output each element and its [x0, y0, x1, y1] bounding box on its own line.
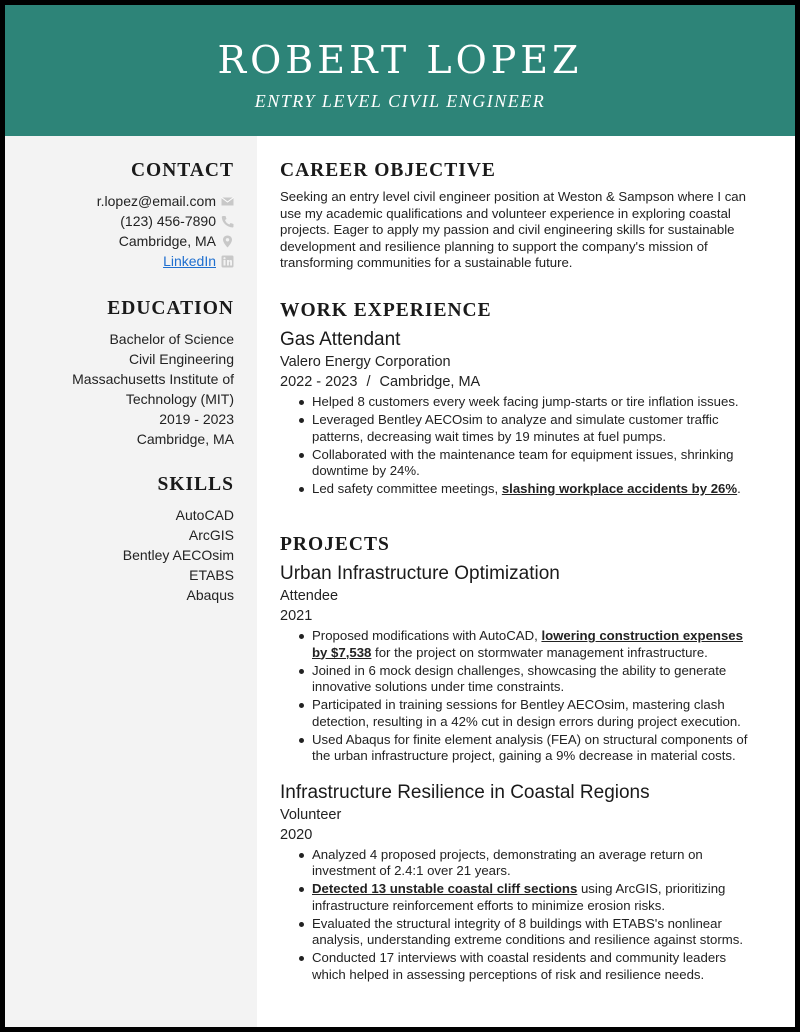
bullet-text: . [737, 481, 741, 496]
contact-phone [5, 211, 234, 231]
skill-item: Abaqus [186, 587, 234, 603]
bullet-text: using ArcGIS, prioritizing infrastructure reinforcement efforts to minimize erosion risks. [312, 881, 726, 913]
skill-item: Bentley AECOsim [122, 547, 234, 563]
contact-section [5, 160, 234, 271]
job-bullets [299, 394, 750, 498]
candidate-name: ROBERT LOPEZ [217, 38, 583, 82]
skill-item: ArcGIS [188, 527, 234, 543]
job-title: Gas Attendant [280, 329, 401, 350]
education-dates: 2019 - 2023 [159, 411, 234, 427]
skill-item: ETABS [189, 567, 234, 583]
project-bullets [299, 628, 750, 765]
location-text: Cambridge, MA [118, 233, 216, 249]
education-degree: Bachelor of Science [109, 331, 234, 347]
projects-section [280, 534, 750, 985]
sidebar [5, 136, 257, 1027]
objective-heading: CAREER OBJECTIVE [280, 160, 496, 181]
resume-header [5, 5, 795, 136]
candidate-title: ENTRY LEVEL CIVIL ENGINEER [254, 91, 546, 111]
work-section [280, 300, 750, 499]
list-item: Analyzed 4 proposed projects, demonstrating an average return on investment of 2.4:1 over 21 years. [299, 847, 750, 880]
project-title: Urban Infrastructure Optimization [280, 563, 560, 584]
list-item: Helped 8 customers every week facing jump-starts or tire inflation issues. [299, 394, 750, 411]
contact-linkedin [5, 251, 234, 271]
education-section [5, 298, 234, 449]
phone-icon [221, 215, 234, 228]
education-heading: EDUCATION [107, 298, 234, 319]
education-school-line1: Massachusetts Institute of [72, 371, 234, 387]
list-item: Evaluated the structural integrity of 8 buildings with ETABS's nonlinear analysis, understanding extreme conditions and resilience against storms. [299, 916, 750, 949]
contact-heading: CONTACT [130, 160, 234, 181]
education-location: Cambridge, MA [136, 431, 234, 447]
project-role: Volunteer [280, 806, 342, 823]
objective-section [280, 160, 750, 272]
skill-item: AutoCAD [175, 507, 234, 523]
highlight-text: lowering construction expenses by $7,538 [312, 628, 743, 660]
project-year: 2021 [280, 608, 313, 624]
list-item: Used Abaqus for finite element analysis (FEA) on structural components of the urban infrastructure project, gaining a 9% decrease in material costs. [299, 732, 750, 765]
education-major: Civil Engineering [128, 351, 234, 367]
job-company: Valero Energy Corporation [280, 354, 451, 370]
skills-heading: SKILLS [157, 474, 234, 495]
job-dates: 2022 - 2023 [280, 374, 358, 390]
job-dates-location [280, 372, 750, 392]
work-heading: WORK EXPERIENCE [280, 300, 492, 321]
project-year: 2020 [280, 826, 313, 843]
list-item: Conducted 17 interviews with coastal residents and community leaders which helped in assessing perceptions of risk and resilience needs. [299, 950, 750, 983]
linkedin-icon [221, 255, 234, 268]
project-title: Infrastructure Resilience in Coastal Regions [280, 781, 650, 803]
contact-email [5, 191, 234, 211]
contact-location [5, 231, 234, 251]
list-item: Leveraged Bentley AECOsim to analyze and simulate customer traffic patterns, decreasing wait times by 19 minutes at fuel pumps. [299, 412, 750, 445]
highlight-text: slashing workplace accidents by 26% [501, 481, 738, 496]
objective-text: Seeking an entry level civil engineer position at Weston & Sampson where I can use my academic qualifications and volunteer experience in exploring coastal projects. Eager to apply my passion and civil engineering skills for sustainable development and resilience planning to support the company's mission of transforming communities for a sustainable future. [280, 189, 746, 270]
job-separator: / [366, 374, 371, 390]
bullet-text: Led safety committee meetings, [312, 481, 502, 496]
list-item [299, 881, 750, 914]
linkedin-link[interactable]: LinkedIn [163, 253, 216, 269]
project-role: Attendee [280, 588, 339, 604]
projects-heading: PROJECTS [280, 534, 390, 555]
list-item [299, 481, 750, 498]
list-item [299, 628, 750, 661]
envelope-icon [221, 195, 234, 208]
job-location: Cambridge, MA [379, 374, 481, 390]
list-item: Joined in 6 mock design challenges, showcasing the ability to generate innovative solutions under time constraints. [299, 663, 750, 696]
email-text: r.lopez@email.com [96, 193, 216, 209]
map-pin-icon [221, 235, 234, 248]
resume-page [5, 5, 795, 1027]
bullet-text: Proposed modifications with AutoCAD, [312, 628, 542, 643]
skills-section [5, 474, 234, 605]
list-item: Participated in training sessions for Bentley AECOsim, mastering clash detection, resulting in a 42% cut in design errors during project execution. [299, 697, 750, 730]
highlight-text: Detected 13 unstable coastal cliff sections [312, 881, 578, 896]
education-school-line2: Technology (MIT) [125, 391, 234, 407]
bullet-text: for the project on stormwater management infrastructure. [371, 644, 708, 660]
phone-text: (123) 456-7890 [120, 213, 216, 229]
list-item: Collaborated with the maintenance team for equipment issues, shrinking downtime by 24%. [299, 447, 750, 480]
project-bullets [299, 847, 750, 984]
